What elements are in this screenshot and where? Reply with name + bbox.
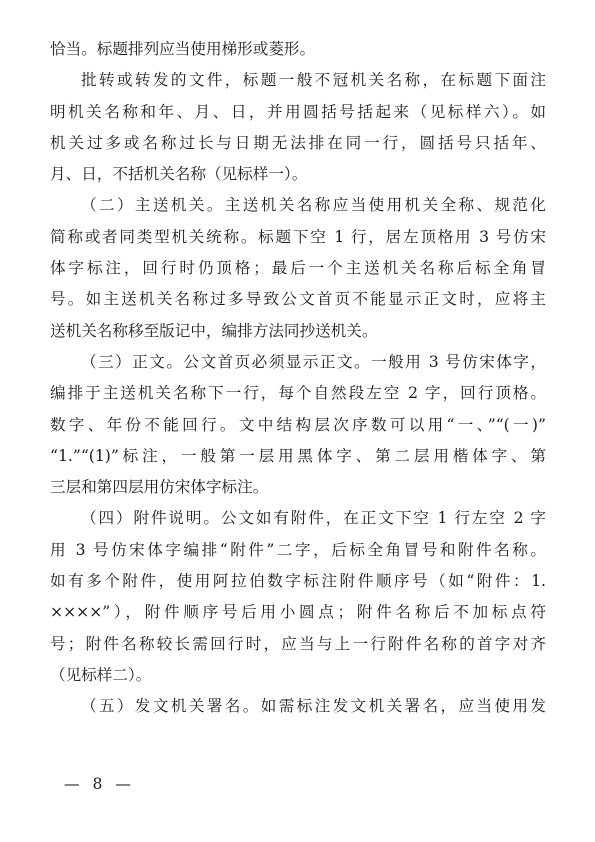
paragraph-line: 如有多个附件，使用阿拉伯数字标注附件顺序号（如“附件：1. (50, 572, 546, 591)
paragraph-line: （二）主送机关。主送机关名称应当使用机关全称、规范化 (81, 196, 546, 215)
paragraph-line: 明机关名称和年、月、日，并用圆括号括起来（见标样六）。如 (50, 102, 546, 121)
paragraph-line: 编排于主送机关名称下一行，每个自然段左空 2 字，回行顶格。 (50, 384, 546, 403)
paragraph-line: 批转或转发的文件，标题一般不冠机关名称，在标题下面注 (81, 71, 546, 90)
paragraph-line: 体字标注，回行时仍顶格；最后一个主送机关名称后标全角冒 (50, 259, 546, 278)
paragraph-line: 号。如主送机关名称过多导致公文首页不能显示正文时，应将主 (50, 290, 546, 309)
paragraph-line: 月、日，不括机关名称（见标样一）。 (50, 165, 308, 184)
paragraph-line: （五）发文机关署名。如需标注发文机关署名，应当使用发 (81, 697, 546, 716)
page-number: — 8 — (64, 775, 136, 793)
paragraph-line: 号；附件名称较长需回行时，应当与上一行附件名称的首字对齐 (50, 634, 546, 653)
paragraph-line: （见标样二）。 (50, 665, 152, 684)
paragraph-line: 三层和第四层用仿宋体字标注。 (50, 478, 269, 497)
paragraph-line: 用 3 号仿宋体字编排“附件”二字，后标全角冒号和附件名称。 (50, 540, 546, 559)
paragraph-line: 恰当。标题排列应当使用梯形或菱形。 (50, 40, 316, 58)
paragraph-line: 机关过多或名称过长与日期无法排在同一行，圆括号只括年、 (50, 133, 546, 152)
paragraph-line: 简称或者同类型机关统称。标题下空 1 行，居左顶格用 3 号仿宋 (50, 227, 546, 246)
paragraph-line: “1.”“(1)”标注，一般第一层用黑体字、第二层用楷体字、第 (50, 446, 546, 465)
paragraph-line: 数字、年份不能回行。文中结构层次序数可以用“一、”“(一)” (50, 415, 546, 434)
paragraph-line: （四）附件说明。公文如有附件，在正文下空 1 行左空 2 字 (81, 509, 546, 528)
paragraph-line: ××××”），附件顺序号后用小圆点；附件名称后不加标点符 (50, 603, 546, 622)
paragraph-line: 送机关名称移至版记中，编排方法同抄送机关。 (50, 321, 378, 340)
paragraph-line: （三）正文。公文首页必须显示正文。一般用 3 号仿宋体字， (81, 352, 546, 371)
document-body (50, 34, 546, 723)
